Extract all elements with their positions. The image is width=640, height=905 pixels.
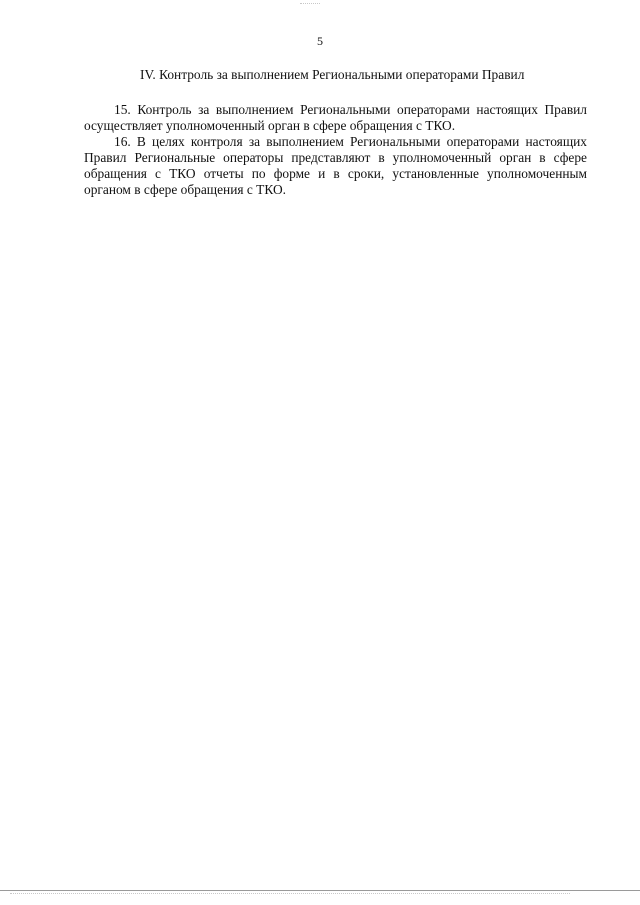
document-body (84, 102, 587, 198)
paragraph-15: 15. Контроль за выполнением Региональными операторами настоящих Правил осуществляет уполномоченный орган в сфере обращения с ТКО. (84, 102, 587, 133)
page-number: 5 (317, 34, 323, 48)
page-bottom-edge (0, 890, 640, 891)
scan-artifact (300, 3, 320, 6)
paragraph-16: 16. В целях контроля за выполнением Региональными операторами настоящих Правил Региональные операторы представляют в уполномоченный орган в сфере обращения с ТКО отчеты по форме и в сроки, установленные уполномоченным органом в сфере обращения с ТКО. (84, 134, 587, 197)
section-heading: IV. Контроль за выполнением Региональными операторами Правил (140, 67, 525, 82)
scan-artifact-bottom (10, 893, 570, 894)
